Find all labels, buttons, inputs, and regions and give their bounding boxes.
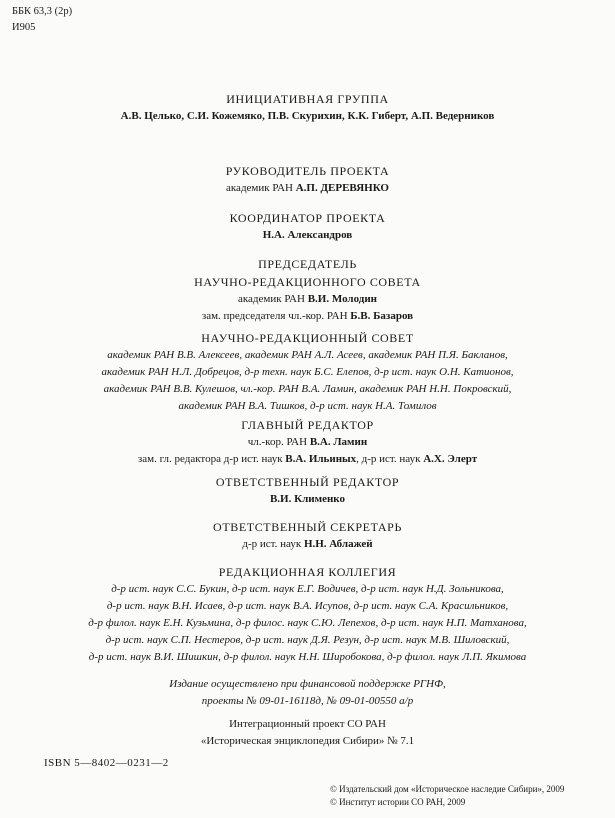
chief-editor-title: чл.-кор. РАН <box>247 436 310 448</box>
funding-line1: Издание осуществлено при финансовой поддержке РГНФ, <box>169 678 446 690</box>
executive-secretary-title: д-р ист. наук <box>242 538 304 550</box>
project-leader-title: академик РАН <box>226 182 296 194</box>
executive-secretary-section <box>30 518 585 553</box>
editorial-council-heading: НАУЧНО-РЕДАКЦИОННЫЙ СОВЕТ <box>201 331 414 345</box>
council-chair-heading-line1: ПРЕДСЕДАТЕЛЬ <box>258 257 357 271</box>
editorial-council-section <box>30 329 585 415</box>
editorial-board-line: д-р ист. наук В.Н. Исаев, д-р ист. наук В.А. Исупов, д-р ист. наук С.А. Красильников, <box>106 600 509 612</box>
initiative-group-heading: ИНИЦИАТИВНАЯ ГРУППА <box>226 92 389 106</box>
editorial-council-line: академик РАН В.А. Тишков, д-р ист. наук Н.А. Томилов <box>178 400 437 412</box>
editorial-council-line: академик РАН Н.Л. Добрецов, д-р техн. наук Б.С. Елепов, д-р ист. наук О.Н. Катионов, <box>101 366 514 378</box>
initiative-group-names: А.В. Целько, С.И. Кожемяко, П.В. Скурихин, К.К. Гиберт, А.П. Ведерников <box>120 110 495 122</box>
chief-editor-line <box>30 434 585 451</box>
author-index: И905 <box>12 22 36 33</box>
council-chair-name: В.И. Молодин <box>307 293 378 305</box>
integration-line1: Интеграционный проект СО РАН <box>229 718 386 730</box>
project-leader-heading: РУКОВОДИТЕЛЬ ПРОЕКТА <box>225 164 390 178</box>
editorial-board-heading: РЕДАКЦИОННАЯ КОЛЛЕГИЯ <box>218 565 397 579</box>
initiative-group-section <box>30 90 585 125</box>
copyright-block <box>330 783 564 809</box>
integration-project-note <box>30 716 585 750</box>
executive-editor-section <box>30 473 585 508</box>
project-coordinator-name: Н.А. Александров <box>262 229 353 241</box>
editorial-board-line: д-р ист. наук С.П. Нестеров, д-р ист. наук Д.Я. Резун, д-р ист. наук М.В. Шиловский, <box>105 634 510 646</box>
chief-editor-section <box>30 416 585 468</box>
deputy-editors-prefix: зам. гл. редактора д-р ист. наук <box>137 453 286 465</box>
isbn: ISBN 5—8402—0231—2 <box>44 757 169 769</box>
editorial-board-line: д-р ист. наук С.С. Букин, д-р ист. наук Е.Г. Водичев, д-р ист. наук Н.Д. Зольникова, <box>111 583 504 595</box>
council-chair-section <box>30 255 585 325</box>
editorial-council-line: академик РАН В.В. Алексеев, академик РАН А.Л. Асеев, академик РАН П.Я. Бакланов, <box>107 349 508 361</box>
council-deputy-name: Б.В. Базаров <box>350 310 414 322</box>
deputy-editor-1: В.А. Ильиных <box>285 453 357 465</box>
editorial-board-line: д-р филол. наук Е.Н. Кузьмина, д-р филос. наук С.Ю. Лепехов, д-р ист. наук Н.П. Матханова, <box>88 617 527 629</box>
catalog-codes <box>12 4 72 36</box>
chief-editor-heading: ГЛАВНЫЙ РЕДАКТОР <box>241 418 374 432</box>
council-chair-line <box>30 291 585 308</box>
executive-secretary-line <box>30 536 585 553</box>
chief-editor-name: В.А. Ламин <box>309 436 368 448</box>
editorial-board-line: д-р ист. наук В.И. Шишкин, д-р филол. наук Н.Н. Широбокова, д-р филол. наук Л.П. Якимова <box>88 651 527 663</box>
executive-secretary-heading: ОТВЕТСТВЕННЫЙ СЕКРЕТАРЬ <box>213 520 402 534</box>
council-chair-heading-line2: НАУЧНО-РЕДАКЦИОННОГО СОВЕТА <box>194 275 421 289</box>
bbk-code: ББК 63,3 (2р) <box>12 6 73 17</box>
integration-line2: «Историческая энциклопедия Сибири» № 7.1 <box>200 735 415 747</box>
executive-secretary-name: Н.Н. Аблажей <box>303 538 373 550</box>
deputy-editors-line <box>30 451 585 468</box>
project-leader-section <box>30 162 585 197</box>
copyright-publisher: © Издательский дом «Историческое наследие Сибири», 2009 <box>330 784 565 794</box>
copyright-institute: © Институт истории СО РАН, 2009 <box>330 797 466 807</box>
council-deputy-title: зам. председателя чл.-кор. РАН <box>201 310 351 322</box>
funding-note <box>30 676 585 710</box>
funding-line2: проекты № 09-01-16118д, № 09-01-00550 а/р <box>201 695 414 707</box>
project-coordinator-section <box>30 209 585 244</box>
council-chair-title: академик РАН <box>237 293 308 305</box>
deputy-editor-2: А.Х. Элерт <box>423 453 478 465</box>
project-leader-name: А.П. ДЕРЕВЯНКО <box>295 182 389 194</box>
council-deputy-line <box>30 308 585 325</box>
editorial-board-section <box>30 563 585 666</box>
editorial-council-line: академик РАН В.В. Кулешов, чл.-кор. РАН В.А. Ламин, академик РАН Н.Н. Покровский, <box>103 383 512 395</box>
executive-editor-name: В.И. Клименко <box>269 493 346 505</box>
executive-editor-heading: ОТВЕТСТВЕННЫЙ РЕДАКТОР <box>215 475 400 489</box>
project-coordinator-heading: КООРДИНАТОР ПРОЕКТА <box>229 211 386 225</box>
project-leader-line <box>30 180 585 197</box>
deputy-editors-mid: , д-р ист. наук <box>356 453 424 465</box>
